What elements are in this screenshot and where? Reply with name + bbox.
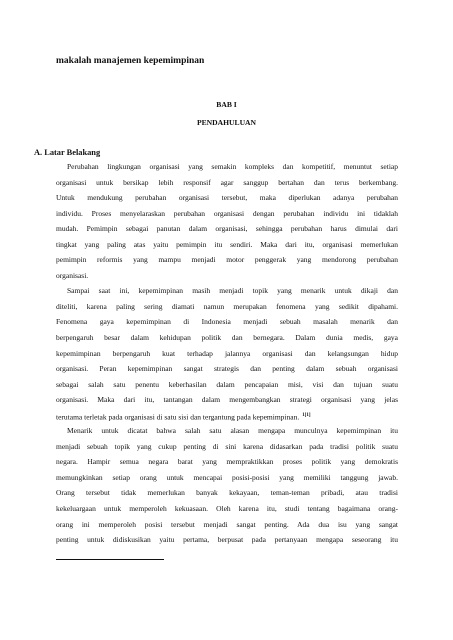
text-line: Sampai saat ini, kepemimpinan masih menjadi topik yang menarik untuk dikaji dan — [67, 286, 398, 296]
section-heading: A. Latar Belakang — [34, 148, 101, 157]
footnote-divider — [56, 559, 164, 560]
text-line: Untuk mendukung perubahan organisasi tersebut, maka diperlukan adanya perubahan — [56, 193, 398, 203]
document-title: makalah manajemen kepemimpinan — [56, 56, 205, 66]
text-line: mudah. Pemimpin sebagai panutan dalam organisasi, sehingga perubahan harus dimulai dari — [56, 224, 398, 234]
text-line: kekeluargaan untuk memperoleh kekuasaan. Oleh karena itu, studi tentang bagaimana orang- — [56, 504, 398, 514]
text-line: berpengaruh besar dalam kehidupan politik dan bernegara. Dalam dunia medis, gaya — [56, 333, 398, 343]
text-line: negara. Hampir semua negara barat yang mempraktikkan proses politik yang demokratis — [56, 457, 398, 467]
text-line: pemimpin reformis yang mampu menjadi motor penggerak yang mendorong perubahan — [56, 255, 398, 265]
text-line: menjadi sebuah topik yang cukup penting di sini karena didasarkan pada tradisi politik suatu — [56, 441, 398, 451]
text-line: Orang tersebut tidak memerlukan banyak kekayaan, teman-teman pribadi, atau tradisi — [56, 488, 398, 498]
text-line: organisasi. Maka dari itu, tantangan dalam mengembangkan strategi organisasi yang jelas — [56, 395, 398, 405]
text-line: diteliti, karena paling sering diamati namun merupakan fenomena yang sedikit dipahami. — [56, 301, 398, 311]
text-line: penting untuk didiskusikan yaitu pertama, berpusat pada pertanyaan mengapa seseorang itu — [56, 535, 398, 545]
text-line: organisasi. — [56, 270, 89, 280]
text-line: kepemimpinan berpengaruh kuat terhadap jalannya organisasi dan kelangsungan hidup — [56, 348, 398, 358]
text-line: tingkat yang paling atas yaitu pemimpin itu sendiri. Maka dari itu, organisasi memerlukan — [56, 239, 398, 249]
footnote-reference[interactable]: 1[1] — [302, 412, 311, 418]
text-line: organisasi untuk bersikap lebih responsif agar sanggup bertahan dan terus berkembang. — [56, 177, 398, 187]
chapter-number: BAB I — [216, 100, 237, 109]
text-line: Menarik untuk dicatat bahwa salah satu alasan mengapa munculnya kepemimpinan itu — [67, 426, 398, 436]
text-line: Fenomena gaya kepemimpinan di Indonesia menjadi sebuah masalah menarik dan — [56, 317, 398, 327]
text-line: Perubahan lingkungan organisasi yang semakin kompleks dan kompetitif, menuntut setiap — [67, 162, 398, 171]
text-line-content: terutama terletak pada organisasi di satu sisi dan tergantung pada kepemimpinan. — [56, 412, 300, 422]
text-line: individu. Proses menyelaraskan perubahan organisasi dengan perubahan individu ini tidaklah — [56, 208, 398, 218]
text-line: memungkinkan setiap orang untuk mencapai posisi-posisi yang memiliki tanggung jawab. — [56, 472, 398, 482]
text-line: organisasi. Peran kepemimpinan sangat strategis dan penting dalam sebuah organisasi — [56, 364, 398, 374]
body-text — [56, 159, 398, 548]
chapter-title: PENDAHULUAN — [196, 118, 257, 127]
text-line: orang ini memperoleh posisi tersebut menjadi sangat penting. Ada dua isu yang sangat — [56, 519, 398, 529]
text-line: sebagai salah satu penentu keberhasilan dalam pencapaian misi, visi dan tujuan suatu — [56, 379, 398, 389]
text-line-with-footnote — [56, 408, 398, 424]
